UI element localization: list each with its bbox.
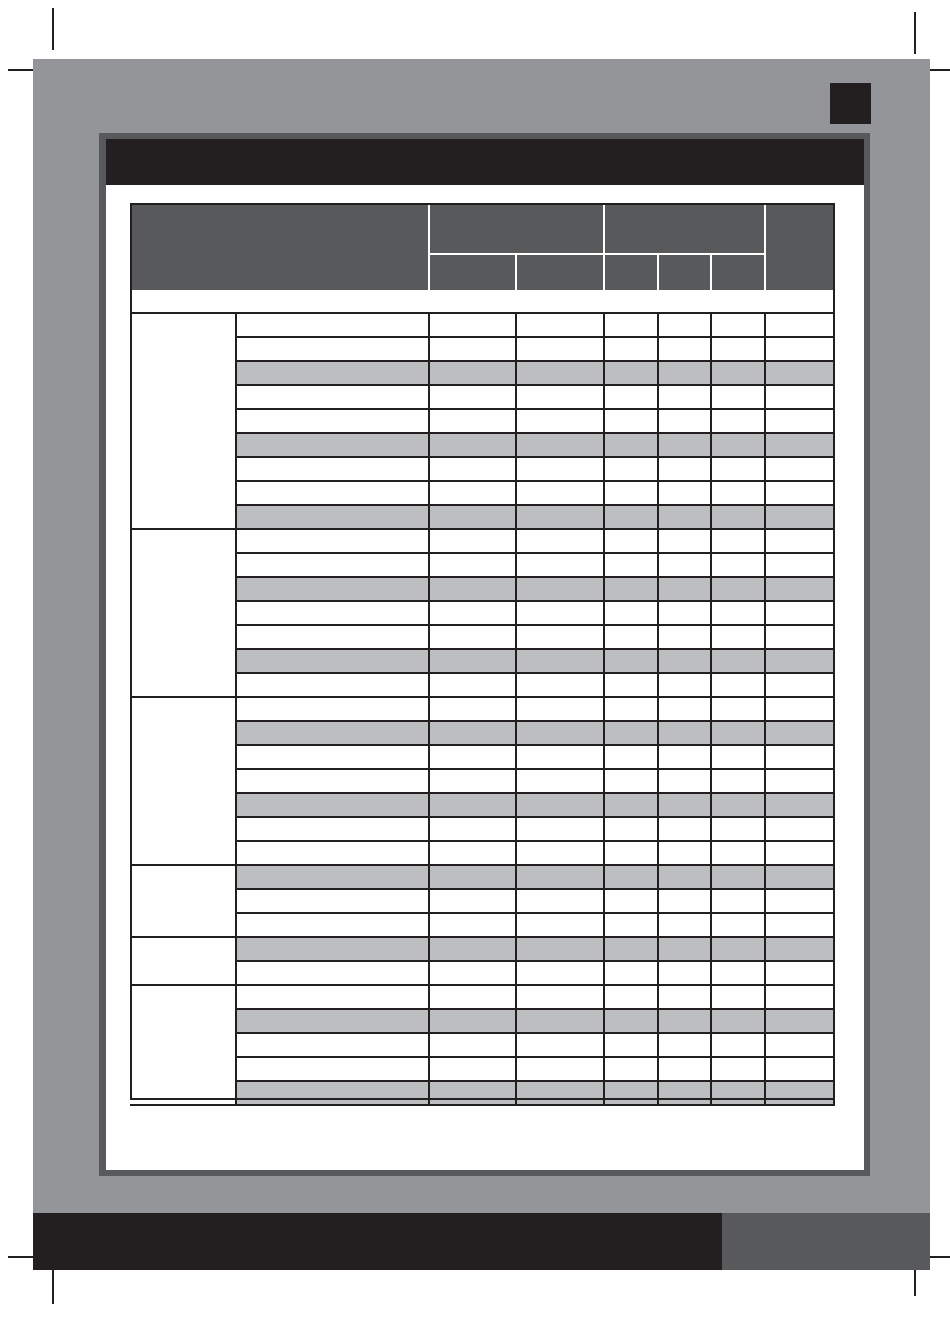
table-cell <box>430 506 517 530</box>
table-cell <box>237 938 430 962</box>
table-cell <box>430 650 517 674</box>
table-cell <box>237 890 430 914</box>
table-cell <box>712 1010 766 1034</box>
table-cell <box>659 578 712 602</box>
table-cell <box>712 578 766 602</box>
table-cell <box>659 554 712 578</box>
table-cell <box>712 1082 766 1106</box>
table-cell <box>430 602 517 626</box>
table-cell <box>237 458 430 482</box>
table-cell <box>430 890 517 914</box>
table-cell <box>766 362 835 386</box>
table-cell <box>712 386 766 410</box>
table-cell <box>712 506 766 530</box>
table-cell <box>605 674 659 698</box>
group-label-cell <box>130 698 237 866</box>
table-cell <box>237 602 430 626</box>
table-cell <box>659 938 712 962</box>
table-spanning-row <box>130 290 835 314</box>
table-cell <box>766 458 835 482</box>
table-cell <box>712 722 766 746</box>
section-title-bar <box>106 139 864 185</box>
table-cell <box>517 818 605 842</box>
table-cell <box>659 1010 712 1034</box>
table-cell <box>766 962 835 986</box>
table-cell <box>430 818 517 842</box>
table-cell <box>237 530 430 554</box>
table-cell <box>605 530 659 554</box>
table-cell <box>237 746 430 770</box>
table-cell <box>517 626 605 650</box>
table-cell <box>430 770 517 794</box>
table-cell <box>712 650 766 674</box>
table-cell <box>766 1034 835 1058</box>
table-cell <box>517 794 605 818</box>
table-cell <box>712 818 766 842</box>
table-cell <box>430 674 517 698</box>
table-cell <box>659 602 712 626</box>
table-cell <box>237 362 430 386</box>
table-cell <box>605 746 659 770</box>
table-cell <box>659 626 712 650</box>
table-cell <box>237 674 430 698</box>
table-cell <box>605 794 659 818</box>
table-cell <box>659 386 712 410</box>
table-cell <box>237 434 430 458</box>
group-label-cell <box>130 530 237 698</box>
table-cell <box>517 362 605 386</box>
table-cell <box>712 914 766 938</box>
table-cell <box>605 770 659 794</box>
table-cell <box>659 866 712 890</box>
table-cell <box>517 554 605 578</box>
table-cell <box>712 482 766 506</box>
table-cell <box>605 434 659 458</box>
table-cell <box>517 1034 605 1058</box>
crop-mark <box>52 1270 54 1304</box>
table-cell <box>659 1082 712 1106</box>
table-cell <box>237 338 430 362</box>
group-label-cell <box>130 314 237 530</box>
table-cell <box>605 1010 659 1034</box>
table-cell <box>430 314 517 338</box>
table-cell <box>517 410 605 434</box>
table-cell <box>766 314 835 338</box>
header-divider <box>515 255 517 290</box>
table-cell <box>712 842 766 866</box>
table-cell <box>430 866 517 890</box>
table-cell <box>237 698 430 722</box>
table-cell <box>237 818 430 842</box>
table-cell <box>237 650 430 674</box>
table-cell <box>659 890 712 914</box>
table-cell <box>605 938 659 962</box>
table-cell <box>430 746 517 770</box>
table-cell <box>766 386 835 410</box>
table-cell <box>517 314 605 338</box>
table-cell <box>517 890 605 914</box>
table-cell <box>712 530 766 554</box>
table-cell <box>712 770 766 794</box>
table-cell <box>430 1034 517 1058</box>
table-cell <box>517 458 605 482</box>
table-cell <box>517 986 605 1010</box>
table-cell <box>766 626 835 650</box>
table-cell <box>237 962 430 986</box>
table-cell <box>605 842 659 866</box>
table-cell <box>712 1058 766 1082</box>
table-cell <box>766 914 835 938</box>
table-cell <box>766 746 835 770</box>
table-cell <box>659 746 712 770</box>
table-cell <box>712 410 766 434</box>
table-cell <box>712 794 766 818</box>
table-cell <box>430 386 517 410</box>
table-cell <box>605 722 659 746</box>
table-cell <box>237 842 430 866</box>
table-cell <box>430 1010 517 1034</box>
table-cell <box>430 914 517 938</box>
table-cell <box>712 602 766 626</box>
table-cell <box>237 914 430 938</box>
table-cell <box>712 698 766 722</box>
table-cell <box>605 986 659 1010</box>
table-cell <box>712 338 766 362</box>
table-cell <box>712 458 766 482</box>
table-cell <box>766 818 835 842</box>
table-cell <box>237 986 430 1010</box>
table-cell <box>605 554 659 578</box>
table-cell <box>517 434 605 458</box>
table-cell <box>605 1082 659 1106</box>
table-cell <box>605 818 659 842</box>
table-cell <box>659 794 712 818</box>
table-cell <box>766 554 835 578</box>
table-cell <box>605 314 659 338</box>
table-cell <box>712 986 766 1010</box>
table-cell <box>712 554 766 578</box>
table-cell <box>517 914 605 938</box>
table-cell <box>237 1034 430 1058</box>
table-cell <box>712 890 766 914</box>
table-cell <box>659 818 712 842</box>
table-cell <box>430 1058 517 1082</box>
header-divider <box>603 203 605 290</box>
table-cell <box>517 482 605 506</box>
table-cell <box>659 986 712 1010</box>
table-cell <box>766 1082 835 1106</box>
table-cell <box>430 338 517 362</box>
table-cell <box>766 1058 835 1082</box>
table-cell <box>659 506 712 530</box>
table-cell <box>237 626 430 650</box>
table-cell <box>430 698 517 722</box>
table-cell <box>605 362 659 386</box>
table-cell <box>237 770 430 794</box>
table-cell <box>605 338 659 362</box>
table-cell <box>517 530 605 554</box>
table-cell <box>430 938 517 962</box>
table-cell <box>237 1082 430 1106</box>
group-label-cell <box>130 986 237 1106</box>
table-cell <box>517 722 605 746</box>
table-cell <box>712 434 766 458</box>
table-cell <box>659 914 712 938</box>
table-cell <box>659 410 712 434</box>
table-cell <box>605 458 659 482</box>
table-cell <box>517 1058 605 1082</box>
table-cell <box>659 674 712 698</box>
table-cell <box>605 698 659 722</box>
table-cell <box>605 914 659 938</box>
table-cell <box>430 410 517 434</box>
table-cell <box>237 866 430 890</box>
table-cell <box>430 962 517 986</box>
table-header <box>130 203 835 290</box>
table-cell <box>766 1010 835 1034</box>
table-cell <box>766 866 835 890</box>
table-cell <box>517 698 605 722</box>
table-cell <box>517 602 605 626</box>
table-cell <box>517 770 605 794</box>
table-cell <box>517 746 605 770</box>
table-cell <box>605 890 659 914</box>
group-label-cell <box>130 866 237 938</box>
table-cell <box>517 842 605 866</box>
table-cell <box>659 530 712 554</box>
table-cell <box>766 602 835 626</box>
header-divider <box>430 253 764 255</box>
table-cell <box>517 866 605 890</box>
table-cell <box>766 986 835 1010</box>
table-cell <box>237 722 430 746</box>
table-cell <box>766 674 835 698</box>
table-cell <box>712 866 766 890</box>
table-cell <box>237 554 430 578</box>
table-cell <box>712 674 766 698</box>
table-cell <box>766 410 835 434</box>
table-cell <box>237 482 430 506</box>
footer-bar <box>33 1213 722 1270</box>
table-cell <box>659 962 712 986</box>
table-cell <box>659 650 712 674</box>
table-cell <box>659 1034 712 1058</box>
table-cell <box>659 314 712 338</box>
table-cell <box>766 842 835 866</box>
header-divider <box>657 255 659 290</box>
table-cell <box>605 578 659 602</box>
table-cell <box>766 506 835 530</box>
table-cell <box>605 602 659 626</box>
table-cell <box>605 482 659 506</box>
table-cell <box>237 506 430 530</box>
table-cell <box>430 554 517 578</box>
table-cell <box>712 746 766 770</box>
table-cell <box>605 1058 659 1082</box>
table-cell <box>237 1010 430 1034</box>
header-divider <box>710 255 712 290</box>
table-cell <box>659 482 712 506</box>
table-cell <box>659 1058 712 1082</box>
table-cell <box>237 1058 430 1082</box>
table-cell <box>766 938 835 962</box>
table-cell <box>605 626 659 650</box>
table-cell <box>517 506 605 530</box>
table-cell <box>659 458 712 482</box>
table-cell <box>430 1082 517 1106</box>
table-cell <box>430 482 517 506</box>
table-cell <box>517 1082 605 1106</box>
table-cell <box>766 578 835 602</box>
footer-tab <box>722 1213 930 1270</box>
table-cell <box>605 410 659 434</box>
table-cell <box>430 362 517 386</box>
crop-mark <box>914 12 916 54</box>
table-cell <box>517 674 605 698</box>
table-cell <box>766 722 835 746</box>
table-cell <box>766 698 835 722</box>
table-cell <box>430 530 517 554</box>
table-cell <box>659 722 712 746</box>
table-cell <box>766 482 835 506</box>
table-cell <box>659 842 712 866</box>
table-cell <box>237 578 430 602</box>
table-cell <box>712 938 766 962</box>
table-cell <box>517 578 605 602</box>
table-cell <box>517 1010 605 1034</box>
table-cell <box>659 698 712 722</box>
table-cell <box>659 362 712 386</box>
table-cell <box>430 794 517 818</box>
header-divider <box>428 203 430 290</box>
table-cell <box>430 578 517 602</box>
table-cell <box>237 794 430 818</box>
table-cell <box>430 626 517 650</box>
table-cell <box>605 962 659 986</box>
table-cell <box>237 314 430 338</box>
table-cell <box>605 506 659 530</box>
table-cell <box>517 338 605 362</box>
table-cell <box>605 1034 659 1058</box>
table-cell <box>659 770 712 794</box>
page-number-box <box>830 83 871 124</box>
table-cell <box>712 362 766 386</box>
crop-mark <box>914 1270 916 1296</box>
table-cell <box>712 314 766 338</box>
table-cell <box>517 650 605 674</box>
table-cell <box>430 434 517 458</box>
table-cell <box>430 458 517 482</box>
table-cell <box>766 794 835 818</box>
table-cell <box>605 866 659 890</box>
table-cell <box>659 434 712 458</box>
table-cell <box>605 650 659 674</box>
table-cell <box>517 386 605 410</box>
table-cell <box>712 962 766 986</box>
spec-table <box>130 203 835 1100</box>
table-cell <box>605 386 659 410</box>
crop-mark <box>52 8 54 50</box>
table-cell <box>430 986 517 1010</box>
table-cell <box>237 410 430 434</box>
table-cell <box>766 338 835 362</box>
table-cell <box>712 626 766 650</box>
group-label-cell <box>130 938 237 986</box>
table-cell <box>766 770 835 794</box>
table-cell <box>766 650 835 674</box>
table-cell <box>712 1034 766 1058</box>
table-cell <box>430 842 517 866</box>
table-cell <box>237 386 430 410</box>
header-divider <box>764 203 766 290</box>
table-cell <box>430 722 517 746</box>
table-cell <box>659 338 712 362</box>
table-cell <box>766 530 835 554</box>
table-cell <box>766 434 835 458</box>
table-cell <box>766 890 835 914</box>
table-cell <box>517 938 605 962</box>
table-cell <box>517 962 605 986</box>
